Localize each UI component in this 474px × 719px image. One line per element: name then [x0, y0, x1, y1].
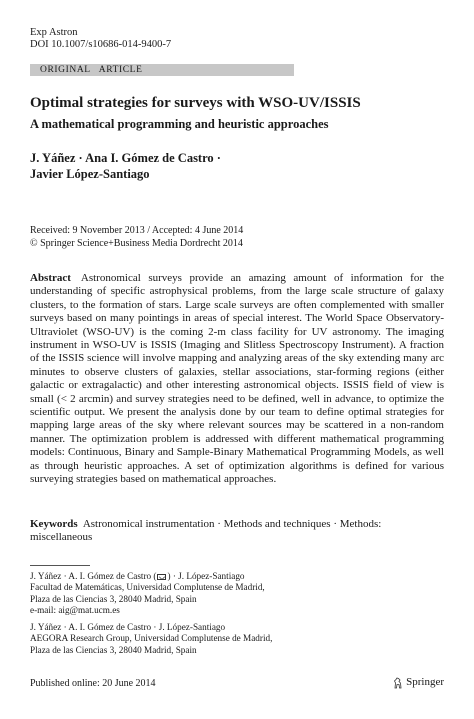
author-list — [30, 150, 410, 182]
publisher-logo — [393, 676, 444, 689]
article-title: Optimal strategies for surveys with WSO-UV/ISSIS — [30, 95, 361, 111]
affiliation-2-authors: J. Yáñez · A. I. Gómez de Castro · J. López-Santiago — [30, 622, 226, 632]
affiliation-2 — [30, 622, 330, 656]
abstract — [30, 272, 444, 487]
affiliation-1-authors — [30, 571, 330, 582]
affiliation-1 — [30, 571, 330, 616]
published-online: Published online: 20 June 2014 — [30, 678, 156, 689]
authors-line-1: J. Yáñez · Ana I. Gómez de Castro · — [30, 151, 221, 165]
journal-header — [30, 27, 171, 51]
footnote-rule — [30, 565, 90, 566]
keywords-text: Astronomical instrumentation · Methods and techniques · Methods: miscellaneous — [30, 518, 382, 544]
envelope-icon — [157, 574, 166, 580]
affiliation-1-authors-before: J. Yáñez · A. I. Gómez de Castro ( — [30, 571, 157, 581]
article-subtitle: A mathematical programming and heuristic approaches — [30, 117, 329, 131]
article-type-label: ORIGINAL ARTICLE — [40, 65, 143, 75]
journal-name: Exp Astron — [30, 27, 78, 38]
affiliation-1-authors-after: ) · J. López-Santiago — [167, 571, 245, 581]
affiliation-1-dept: Facultad de Matemáticas, Universidad Complutense de Madrid, — [30, 582, 265, 593]
article-dates — [30, 225, 430, 250]
keywords — [30, 518, 444, 545]
affiliation-1-address: Plaza de las Ciencias 3, 28040 Madrid, Spain — [30, 593, 197, 604]
authors-line-2: Javier López-Santiago — [30, 167, 150, 181]
publisher-name: Springer — [406, 676, 444, 688]
affiliation-1-email[interactable]: e-mail: aig@mat.ucm.es — [30, 604, 120, 615]
journal-doi: DOI 10.1007/s10686-014-9400-7 — [30, 39, 172, 50]
article-type-band — [30, 64, 294, 76]
abstract-text: Astronomical surveys provide an amazing amount of information for the understanding of specific astrophysical problems, from the large scale structure of galaxy clusters, to the formation of stars. Large scale surveys are often complemented with smaller surveys based on many pointings in areas of special interest. The World Space Observatory-Ultraviolet (WSO-UV) is the coming 2-m class facility for UV astronomy. The imaging instrument in WSO-UV is ISSIS (Imaging and Slitless Spectroscopy Instrument). A fraction of the ISSIS science will involve mapping and analyzing areas of the sky extending many arc minutes to observe clusters of galaxies, stellar associations, star-forming regions (either galactic or extragalactic) and other interesting astronomical objects. ISSIS field of view is small (< 2 arcmin) and survey strategies need to be defined, well in advance, to optimize the scientific output. We present the analysis done by our team to define optimal strategies for mapping large areas of the sky where relevant sources may be scattered in a non-random manner. The optimization problem is addressed with different mathematical programming models: Continuous, Binary and Sample-Binary Mathematical Programming Models, as well as through heuristic approaches. A set of optimization algorithms is defined for various surveying strategies based on mathematical approaches. — [30, 272, 444, 486]
springer-horse-icon — [393, 677, 403, 689]
received-accepted: Received: 9 November 2013 / Accepted: 4 June 2014 — [30, 225, 244, 236]
affiliation-2-group: AEGORA Research Group, Universidad Complutense de Madrid, — [30, 633, 273, 644]
affiliation-2-address: Plaza de las Ciencias 3, 28040 Madrid, Spain — [30, 644, 197, 655]
abstract-label: Abstract — [30, 272, 71, 284]
keywords-label: Keywords — [30, 518, 78, 530]
copyright-line: © Springer Science+Business Media Dordrecht 2014 — [30, 237, 243, 249]
